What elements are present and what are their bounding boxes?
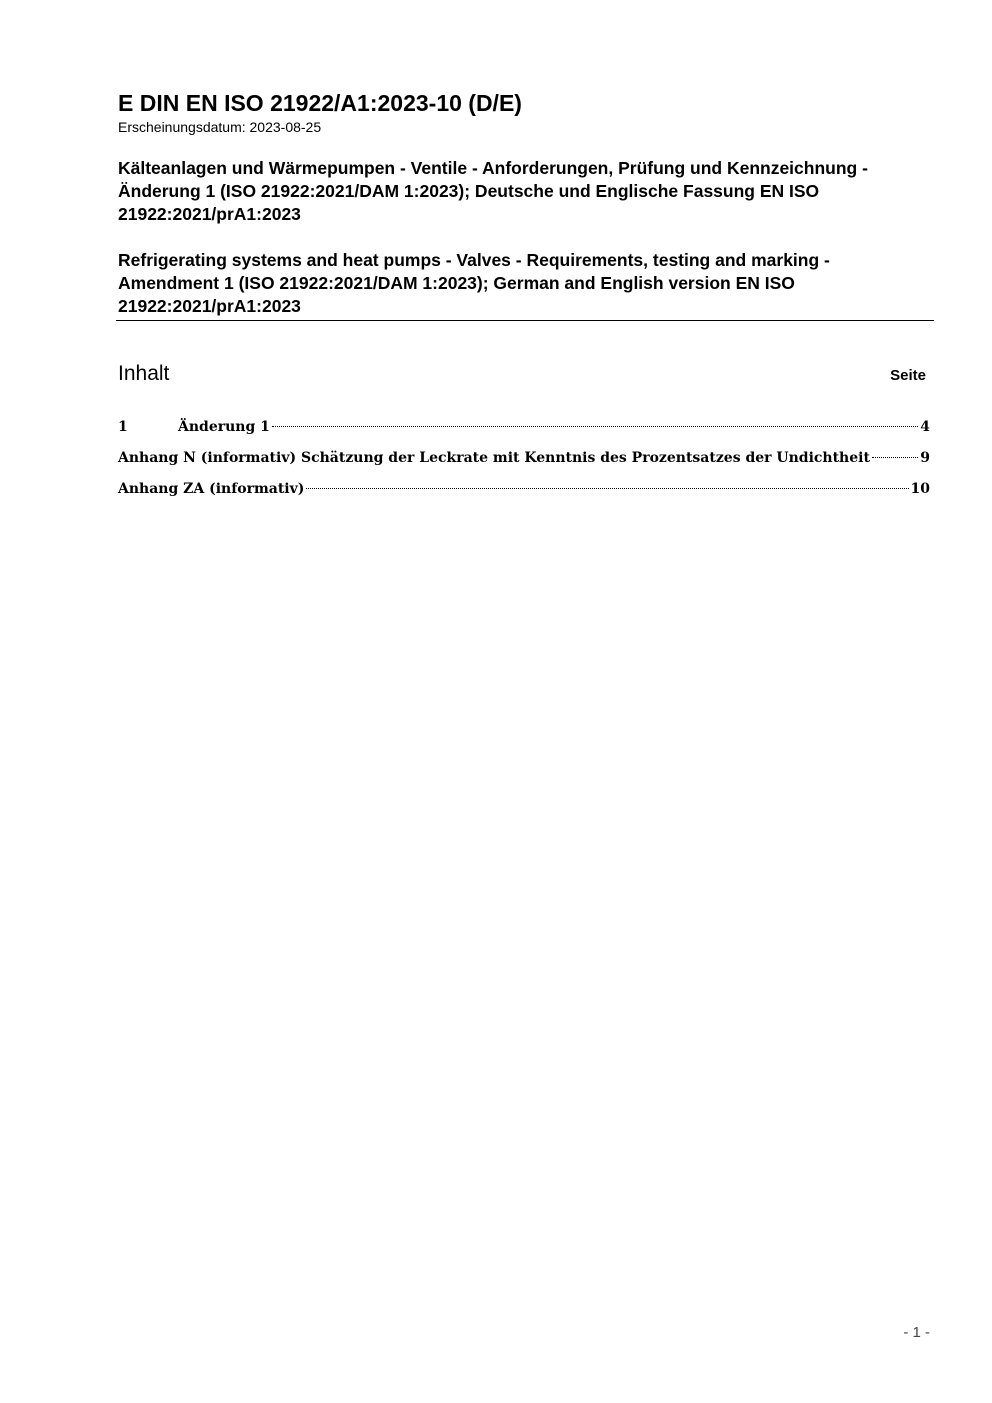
toc-dot-leader	[272, 426, 918, 427]
title-english: Refrigerating systems and heat pumps - Valves - Requirements, testing and marking - Amendment 1 (ISO 21922:2021/DAM 1:2023); German and English version EN ISO 21922:2021/prA1:2023	[118, 250, 830, 316]
toc-title: Inhalt	[118, 362, 170, 385]
toc-entry-anhang-n[interactable]	[118, 447, 930, 478]
toc-entry-label: Anhang ZA (informativ)	[118, 481, 305, 497]
toc-entry-page: 4	[920, 419, 930, 435]
toc-entry-number: 1	[118, 419, 128, 435]
toc-entry-anhang-za[interactable]	[118, 478, 930, 509]
publication-date: Erscheinungsdatum: 2023-08-25	[118, 119, 322, 135]
toc-dot-leader	[872, 457, 918, 458]
toc-dot-leader	[306, 488, 908, 489]
toc-entry-label: Änderung 1	[178, 419, 270, 435]
page-number: - 1 -	[903, 1324, 930, 1341]
toc-header	[118, 360, 926, 390]
document-id: E DIN EN ISO 21922/A1:2023-10 (D/E)	[118, 90, 522, 116]
toc-entry-page: 10	[910, 481, 930, 497]
title-german: Kälteanlagen und Wärmepumpen - Ventile - Anforderungen, Prüfung und Kennzeichnung - Änderung 1 (ISO 21922:2021/DAM 1:2023); Deutsche und Englische Fassung EN ISO 21922:2021/prA1:2023	[118, 158, 868, 224]
toc-entry-aenderung-1[interactable]	[118, 416, 930, 447]
toc-page-column-label: Seite	[890, 367, 926, 384]
toc-entry-page: 9	[920, 450, 930, 466]
document-header	[118, 88, 934, 318]
toc-entry-label: Anhang N (informativ) Schätzung der Leckrate mit Kenntnis des Prozentsatzes der Undichtheit	[118, 450, 870, 466]
header-divider	[116, 320, 934, 321]
table-of-contents	[118, 416, 930, 509]
